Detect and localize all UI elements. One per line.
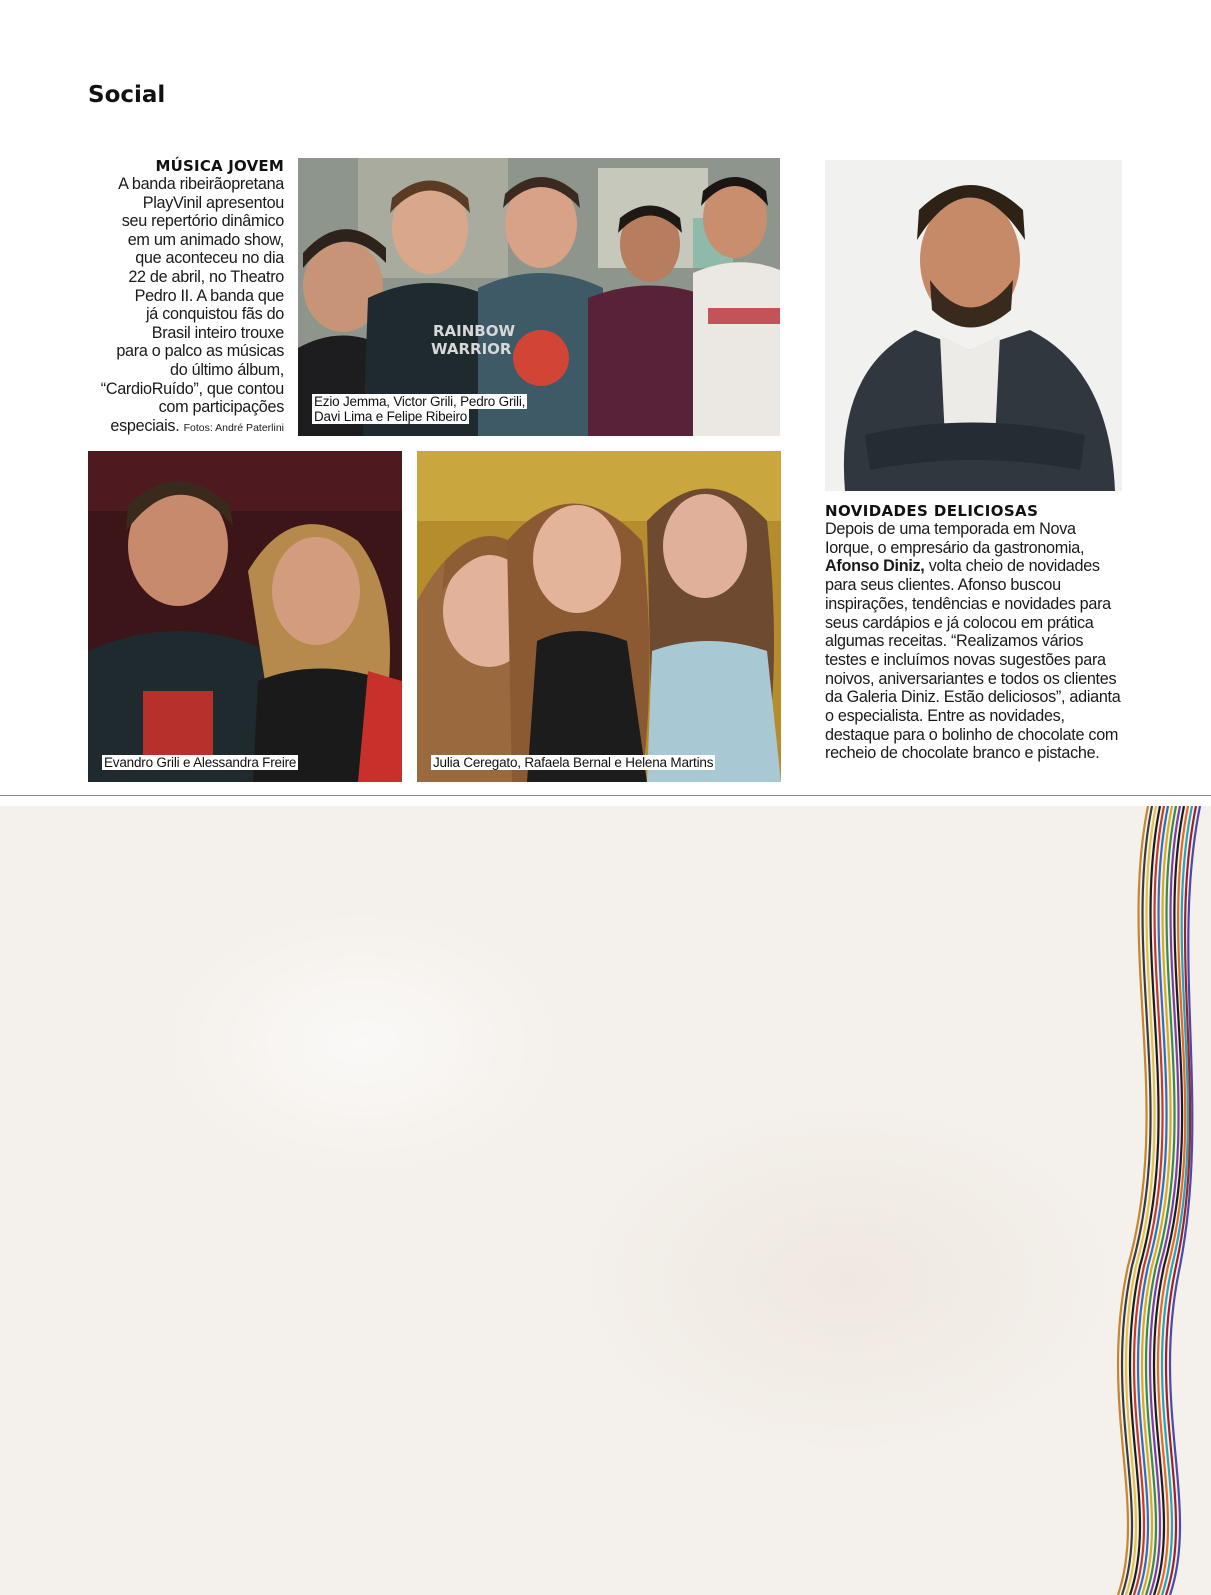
article-line: “CardioRuído”, que contou bbox=[100, 379, 284, 398]
article-line: em um animado show, bbox=[127, 230, 284, 249]
article-line: PlayVinil apresentou bbox=[142, 193, 284, 212]
article-line: 22 de abril, no Theatro bbox=[128, 267, 284, 286]
photo-couple bbox=[88, 451, 402, 782]
lower-background bbox=[0, 806, 1211, 1595]
article-line: especiais. bbox=[110, 416, 180, 435]
article-last-line bbox=[88, 417, 284, 438]
article-line: já conquistou fãs do bbox=[146, 305, 284, 324]
photo-credit: Fotos: André Paterlini bbox=[183, 421, 284, 434]
shirt-text-2: WARRIOR bbox=[431, 340, 512, 358]
article-line: Pedro II. A banda que bbox=[134, 286, 284, 305]
photo-portrait bbox=[825, 160, 1122, 491]
article-intro: Depois de uma temporada em Nova Iorque, o empresário da gastronomia, bbox=[825, 520, 1085, 557]
photo-caption-girls bbox=[431, 755, 715, 770]
portrait-image bbox=[825, 160, 1122, 491]
article-line: com participações bbox=[158, 398, 284, 417]
article-line: que aconteceu no dia bbox=[135, 249, 284, 268]
article-body bbox=[825, 520, 1125, 763]
caption-line: Julia Ceregato, Rafaela Bernal e Helena Martins bbox=[433, 755, 714, 770]
article-line: para o palco as músicas bbox=[116, 342, 284, 361]
caption-line: Ezio Jemma, Victor Grili, Pedro Grili, bbox=[314, 394, 526, 409]
article-headline: MÚSICA JOVEM bbox=[155, 157, 284, 175]
article-highlight-name: Afonso Diniz, bbox=[825, 557, 925, 576]
girls-image bbox=[417, 451, 781, 782]
article-musica-jovem bbox=[88, 158, 284, 437]
article-headline: NOVIDADES DELICIOSAS bbox=[825, 502, 1039, 520]
article-line: do último álbum, bbox=[170, 360, 284, 379]
shirt-text-1: RAINBOW bbox=[433, 322, 516, 340]
section-title: Social bbox=[88, 82, 166, 108]
article-novidades-deliciosas bbox=[825, 503, 1125, 763]
article-text: volta cheio de novidades para seus clientes. Afonso buscou inspirações, tendências e novidades para seus cardápios e já colocou em prática algumas receitas. “Realizamos vários testes e incluímos novas sugestões para noivos, aniversariantes e todos os clientes da Galeria Diniz. Estão deliciosos”, adianta o especialista. Entre as novidades, destaque para o bolinho de chocolate com recheio de chocolate branco e pistache. bbox=[825, 557, 1121, 763]
caption-line: Davi Lima e Felipe Ribeiro bbox=[314, 409, 468, 424]
photo-caption-band bbox=[312, 394, 527, 424]
photo-band bbox=[298, 158, 780, 436]
photo-girls bbox=[417, 451, 781, 782]
couple-image bbox=[88, 451, 402, 782]
threads-art bbox=[1090, 806, 1211, 1595]
article-line: seu repertório dinâmico bbox=[121, 212, 284, 231]
caption-line: Evandro Grili e Alessandra Freire bbox=[104, 755, 297, 770]
section-divider bbox=[0, 795, 1211, 796]
article-line: A banda ribeirãopretana bbox=[118, 175, 284, 193]
photo-caption-couple bbox=[102, 755, 298, 770]
colored-threads-image bbox=[1090, 806, 1211, 1595]
article-line: Brasil inteiro trouxe bbox=[151, 323, 284, 342]
